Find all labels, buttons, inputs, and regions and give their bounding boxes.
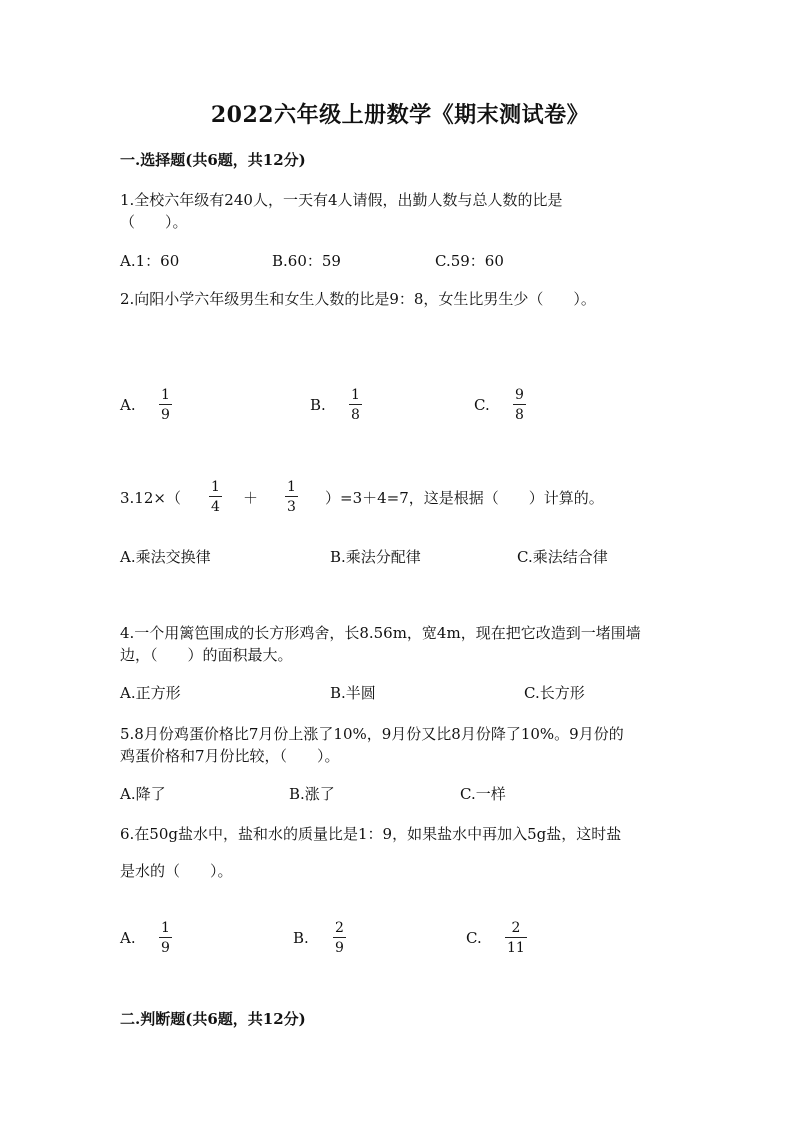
question-3-fraction-2	[285, 479, 298, 515]
fraction-bar	[349, 404, 362, 405]
fraction-denominator: 8	[351, 407, 360, 423]
fraction-numerator: 1	[161, 920, 170, 936]
fraction-numerator: 9	[515, 387, 524, 403]
question-3-option-b: B.乘法分配律	[330, 548, 421, 566]
question-6-option-c-fraction	[505, 920, 527, 956]
question-6-option-b-fraction	[333, 920, 346, 956]
question-3-prefix: 3.12×（	[120, 489, 181, 507]
question-6-text: 6.在50g盐水中，盐和水的质量比是1：9，如果盐水中再加入5g盐，这时盐	[120, 825, 622, 843]
fraction-numerator: 1	[287, 479, 296, 495]
fraction-denominator: 9	[161, 940, 170, 956]
question-5-text: 5.8月份鸡蛋价格比7月份上涨了10%，9月份又比8月份降了10%。9月份的	[120, 725, 624, 743]
question-6-text-cont: 是水的（ ）。	[120, 862, 233, 880]
question-6-option-a-fraction	[159, 920, 172, 956]
question-5-option-c: C.一样	[460, 785, 506, 803]
fraction-bar	[209, 496, 222, 497]
question-3-option-c: C.乘法结合律	[517, 548, 608, 566]
question-4-text: 4.一个用篱笆围成的长方形鸡舍，长8.56m，宽4m，现在把它改造到一堵围墙	[120, 624, 641, 642]
fraction-denominator: 4	[211, 499, 220, 515]
page-title: 2022六年级上册数学《期末测试卷》	[210, 102, 590, 128]
question-5-text-cont: 鸡蛋价格和7月份比较，（ ）。	[120, 747, 340, 765]
question-1-text-cont: （ ）。	[120, 213, 188, 231]
question-6-option-c-label: C.	[466, 929, 482, 947]
question-2-option-c-fraction	[513, 387, 526, 423]
question-2-text: 2.向阳小学六年级男生和女生人数的比是9：8，女生比男生少（ ）。	[120, 290, 596, 308]
question-5-option-a: A.降了	[120, 785, 166, 803]
fraction-bar	[505, 937, 527, 938]
question-3-plus-sign: ＋	[243, 489, 259, 507]
question-1-option-b: B.60：59	[272, 252, 341, 270]
question-2-option-b-label: B.	[310, 396, 326, 414]
question-2-option-b-fraction	[349, 387, 362, 423]
question-3-suffix: ）=3＋4=7，这是根据（ ）计算的。	[325, 489, 604, 507]
fraction-denominator: 8	[515, 407, 524, 423]
fraction-bar	[159, 937, 172, 938]
question-3-option-a: A.乘法交换律	[120, 548, 211, 566]
question-3-fraction-1	[209, 479, 222, 515]
fraction-bar	[285, 496, 298, 497]
question-2-option-a-label: A.	[120, 396, 136, 414]
question-4-option-b: B.半圆	[330, 684, 376, 702]
fraction-bar	[333, 937, 346, 938]
fraction-numerator: 1	[211, 479, 220, 495]
fraction-bar	[159, 404, 172, 405]
question-6-option-b-label: B.	[293, 929, 309, 947]
fraction-denominator: 9	[161, 407, 170, 423]
fraction-numerator: 1	[161, 387, 170, 403]
question-2-option-a-fraction	[159, 387, 172, 423]
question-1-option-a: A.1：60	[120, 252, 180, 270]
question-4-option-c: C.长方形	[524, 684, 585, 702]
fraction-denominator: 9	[335, 940, 344, 956]
fraction-numerator: 2	[335, 920, 344, 936]
question-2-option-c-label: C.	[474, 396, 490, 414]
question-5-option-b: B.涨了	[289, 785, 335, 803]
question-1-text: 1.全校六年级有240人，一天有4人请假，出勤人数与总人数的比是	[120, 191, 563, 209]
question-4-text-cont: 边，（ ）的面积最大。	[120, 646, 293, 664]
fraction-denominator: 11	[507, 940, 525, 956]
fraction-numerator: 1	[351, 387, 360, 403]
question-1-option-c: C.59：60	[435, 252, 504, 270]
question-4-option-a: A.正方形	[120, 684, 181, 702]
fraction-numerator: 2	[511, 920, 521, 936]
question-6-option-a-label: A.	[120, 929, 136, 947]
fraction-denominator: 3	[287, 499, 296, 515]
section-heading-true-false: 二.判断题(共6题，共12分)	[120, 1010, 306, 1028]
fraction-bar	[513, 404, 526, 405]
section-heading-multiple-choice: 一.选择题(共6题，共12分)	[120, 151, 306, 169]
